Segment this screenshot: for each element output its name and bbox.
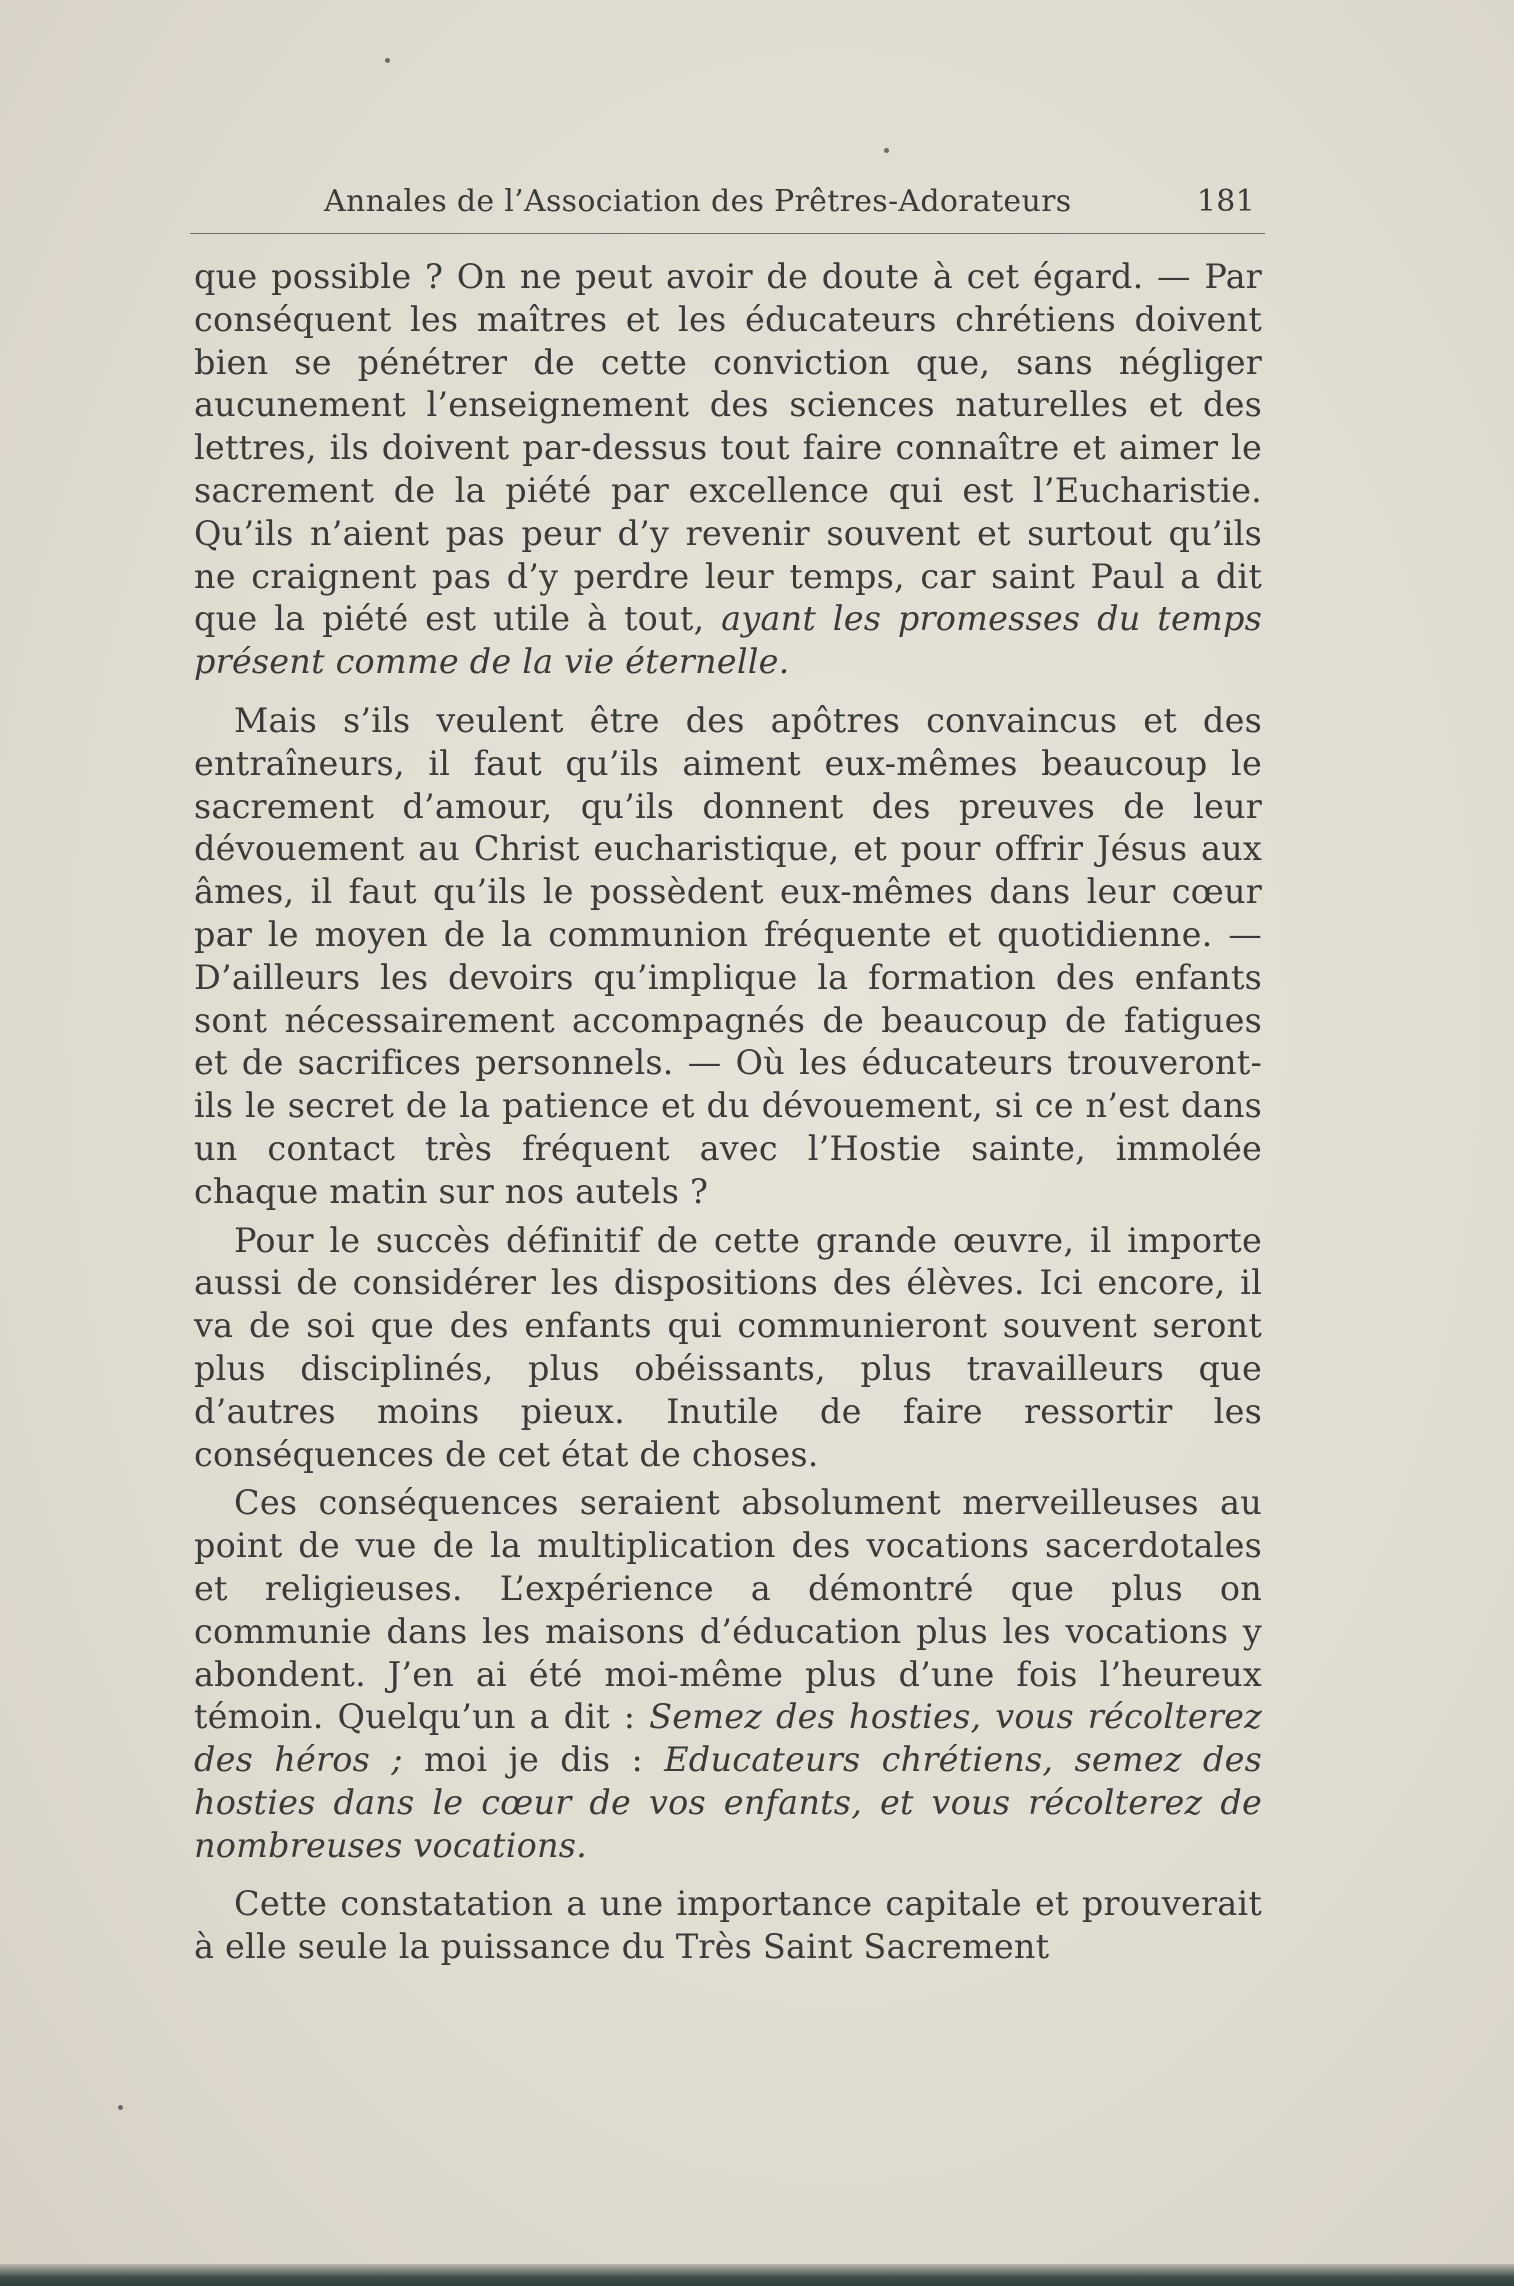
paper-speck <box>385 58 390 63</box>
paragraph-2 <box>194 700 1262 1214</box>
paper-speck <box>118 2105 123 2110</box>
paragraph-2-text: Mais s’ils veulent être des apôtres convaincus et des entraîneurs, il faut qu’ils aiment eux-mêmes beaucoup le sacrement d’amour, qu’ils donnent des preuves de leur dévouement au Christ eucharistique, et pour offrir Jésus aux âmes, il faut qu’ils le possèdent eux-mêmes dans leur cœur par le moyen de la communion fréquente et quotidienne. — D’ailleurs les devoirs qu’implique la formation des enfants sont nécessairement accompagnés de beaucoup de fatigues et de sacrifices personnels. — Où les éducateurs trouveront-ils le secret de la patience et du dévouement, si ce n’est dans un contact très fréquent avec l’Hostie sainte, immolée chaque matin sur nos autels ? <box>194 700 1262 1211</box>
paragraph-1 <box>194 256 1262 684</box>
paragraph-4-text: Ces conséquences seraient absolument merveilleuses au point de vue de la multiplication des vocations sacerdotales et religieuses. L’expérience a démontré que plus on communie dans les maisons d’éducation plus les vocations y abondent. J’en ai été moi-même plus d’une fois l’heureux témoin. Quelqu’un a dit : <box>194 1483 1262 1737</box>
running-header <box>190 180 1265 230</box>
paper-speck <box>884 148 889 153</box>
paragraph-3 <box>194 1220 1262 1477</box>
body-text <box>194 256 1262 1969</box>
header-rule <box>190 233 1265 234</box>
paragraph-4-italic-quote: Semez des hosties, vous récolterez des héros ; <box>194 1697 1262 1780</box>
paragraph-4-italic-exhortation: Educateurs chrétiens, semez des hosties dans le cœur de vos enfants, et vous récolterez de nombreuses vocations. <box>194 1740 1262 1865</box>
paragraph-4-text-continued: moi je dis : <box>402 1740 665 1780</box>
paragraph-5 <box>194 1883 1262 1969</box>
paragraph-3-text: Pour le succès définitif de cette grande œuvre, il importe aussi de considérer les dispositions des élèves. Ici encore, il va de soi que des enfants qui communieront souvent seront plus disciplinés, plus obéissants, plus travailleurs que d’autres moins pieux. Inutile de faire ressortir les conséquences de cet état de choses. <box>194 1220 1262 1474</box>
paragraph-1-text: que possible ? On ne peut avoir de doute à cet égard. — Par conséquent les maîtres et les éducateurs chrétiens doivent bien se pénétrer de cette conviction que, sans négliger aucunement l’enseignement des sciences naturelles et des lettres, ils doivent par-dessus tout faire connaître et aimer le sacrement de la piété par excellence qui est l’Eucharistie. Qu’ils n’aient pas peur d’y revenir souvent et surtout qu’ils ne craignent pas d’y perdre leur temps, car saint Paul a dit que la piété est utile à tout, <box>194 257 1262 639</box>
paragraph-4 <box>194 1482 1262 1867</box>
paragraph-5-text: Cette constatation a une importance capitale et prouverait à elle seule la puissance du Très Saint Sacrement <box>194 1884 1262 1967</box>
header-title: Annales de l’Association des Prêtres-Adorateurs <box>324 184 1072 219</box>
page-bottom-edge <box>0 2264 1514 2286</box>
paragraph-1-italic-quote: ayant les promesses du temps présent comme de la vie éternelle. <box>194 599 1262 682</box>
page-number: 181 <box>1196 184 1255 219</box>
